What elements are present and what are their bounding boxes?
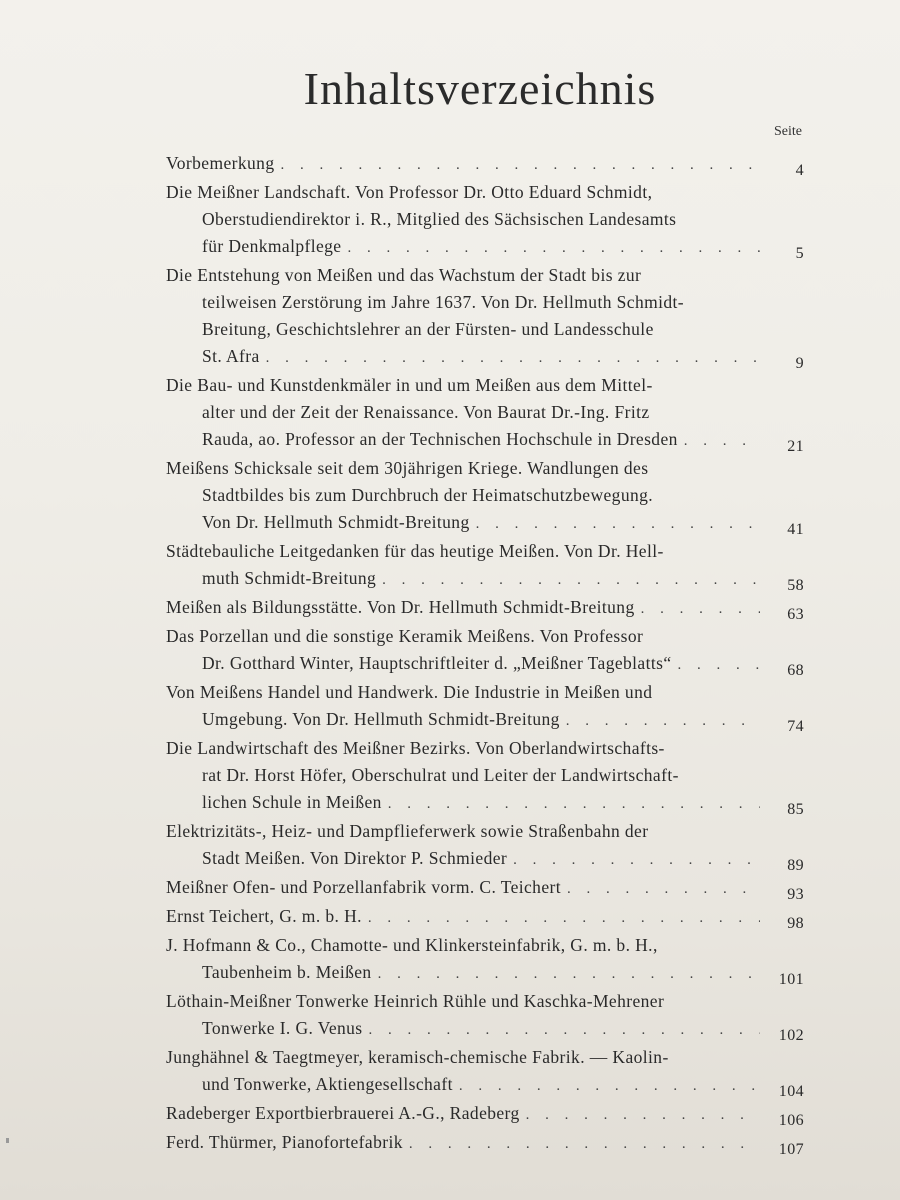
toc-entry-line: Löthain-Meißner Tonwerke Heinrich Rühle und Kaschka-Mehrener — [166, 991, 665, 1011]
toc-entry — [166, 874, 804, 903]
toc-entry-line: Tonwerke I. G. Venus — [202, 1018, 363, 1038]
dot-leader — [476, 511, 760, 538]
toc-page-number: 4 — [795, 162, 804, 179]
toc-entry — [166, 1129, 804, 1158]
toc-page-number: 98 — [787, 915, 804, 932]
toc-page-number: 85 — [787, 801, 804, 818]
page-speck — [6, 1138, 9, 1143]
dot-leader — [641, 596, 760, 623]
toc-entry-line: Dr. Gotthard Winter, Hauptschriftleiter d. „Meißner Tageblatts“ — [202, 653, 672, 673]
toc-entry-line: und Tonwerke, Aktiengesellschaft — [202, 1074, 453, 1094]
dot-leader — [684, 428, 760, 455]
toc-page-number: 41 — [787, 521, 804, 538]
toc-entry-line: Das Porzellan und die sonstige Keramik Meißens. Von Professor — [166, 626, 644, 646]
toc-page-number: 9 — [795, 355, 804, 372]
toc-entry-line: Meißens Schicksale seit dem 30jährigen Kriege. Wandlungen des — [166, 458, 649, 478]
dot-leader — [378, 961, 760, 988]
toc-entry-line: Meißner Ofen- und Porzellanfabrik vorm. C. Teichert — [166, 877, 561, 897]
dot-leader — [388, 791, 760, 818]
toc-entry-line: Junghähnel & Taegtmeyer, keramisch-chemische Fabrik. — Kaolin- — [166, 1047, 669, 1067]
toc-entry — [166, 988, 804, 1044]
toc-page-number: 89 — [787, 857, 804, 874]
toc-entry — [166, 594, 804, 623]
toc-page-number: 93 — [787, 886, 804, 903]
toc-entry-line: lichen Schule in Meißen — [202, 792, 382, 812]
toc-entry-line: Ernst Teichert, G. m. b. H. — [166, 906, 362, 926]
toc-page-number: 101 — [778, 971, 804, 988]
toc-entry — [166, 372, 804, 455]
toc-entry-line: Von Meißens Handel und Handwerk. Die Industrie in Meißen und — [166, 682, 653, 702]
toc-page-number: 68 — [787, 662, 804, 679]
toc-entry-line: Rauda, ao. Professor an der Technischen Hochschule in Dresden — [202, 429, 678, 449]
dot-leader — [513, 847, 760, 874]
toc-entry-line: Radeberger Exportbierbrauerei A.-G., Radeberg — [166, 1103, 520, 1123]
dot-leader — [566, 708, 760, 735]
toc-entry-line: teilweisen Zerstörung im Jahre 1637. Von Dr. Hellmuth Schmidt- — [202, 292, 685, 312]
toc-entry-line: Taubenheim b. Meißen — [202, 962, 372, 982]
toc-entry-line: für Denkmalpflege — [202, 236, 342, 256]
toc-entry-line: Stadtbildes bis zum Durchbruch der Heimatschutzbewegung. — [202, 485, 654, 505]
toc-entry-line: Umgebung. Von Dr. Hellmuth Schmidt-Breitung — [202, 709, 560, 729]
toc-entry — [166, 932, 804, 988]
page-title: Inhaltsverzeichnis — [303, 63, 657, 114]
toc-entry-line: rat Dr. Horst Höfer, Oberschulrat und Leiter der Landwirtschaft- — [202, 765, 679, 785]
toc-entry-line: Stadt Meißen. Von Direktor P. Schmieder — [202, 848, 508, 868]
toc-entry-line: Von Dr. Hellmuth Schmidt-Breitung — [202, 512, 470, 532]
toc-entry — [166, 538, 804, 594]
dot-leader — [678, 652, 761, 679]
toc-page-number: 106 — [778, 1112, 804, 1129]
toc-entry-line: Vorbemerkung — [166, 153, 275, 173]
toc-page-number: 102 — [778, 1027, 804, 1044]
toc-entry — [166, 455, 804, 538]
toc-entry-line: J. Hofmann & Co., Chamotte- und Klinkersteinfabrik, G. m. b. H., — [166, 935, 658, 955]
toc-page-number: 63 — [787, 606, 804, 623]
toc-entry — [166, 679, 804, 735]
toc-entry-line: Ferd. Thürmer, Pianofortefabrik — [166, 1132, 403, 1152]
dot-leader — [409, 1131, 760, 1158]
toc-entry — [166, 1100, 804, 1129]
toc-entry-line: Die Meißner Landschaft. Von Professor Dr. Otto Eduard Schmidt, — [166, 182, 653, 202]
toc-entry — [166, 262, 804, 372]
dot-leader — [368, 905, 760, 932]
dot-leader — [369, 1017, 760, 1044]
toc-entry-line: alter und der Zeit der Renaissance. Von Baurat Dr.-Ing. Fritz — [202, 402, 650, 422]
table-of-contents — [166, 150, 804, 1158]
toc-entry-line: Die Entstehung von Meißen und das Wachstum der Stadt bis zur — [166, 265, 642, 285]
toc-page-number: 104 — [778, 1083, 804, 1100]
toc-entry-line: Oberstudiendirektor i. R., Mitglied des Sächsischen Landesamts — [202, 209, 677, 229]
toc-entry-line: Breitung, Geschichtslehrer an der Fürsten- und Landesschule — [202, 319, 654, 339]
toc-entry-line: Städtebauliche Leitgedanken für das heutige Meißen. Von Dr. Hell- — [166, 541, 664, 561]
toc-page-number: 5 — [795, 245, 804, 262]
toc-entry — [166, 735, 804, 818]
page-column-label: Seite — [774, 124, 802, 139]
toc-entry — [166, 623, 804, 679]
toc-page-number: 74 — [787, 718, 804, 735]
toc-entry-line: Meißen als Bildungsstätte. Von Dr. Hellmuth Schmidt-Breitung — [166, 597, 635, 617]
dot-leader — [347, 235, 760, 262]
dot-leader — [526, 1102, 760, 1129]
toc-page-number: 107 — [778, 1141, 804, 1158]
toc-entry-line: Die Bau- und Kunstdenkmäler in und um Meißen aus dem Mittel- — [166, 375, 653, 395]
dot-leader — [382, 567, 760, 594]
toc-entry — [166, 150, 804, 179]
dot-leader — [459, 1073, 760, 1100]
toc-entry — [166, 818, 804, 874]
dot-leader — [567, 876, 760, 903]
toc-entry — [166, 1044, 804, 1100]
toc-page-number: 58 — [787, 577, 804, 594]
toc-entry — [166, 903, 804, 932]
toc-entry — [166, 179, 804, 262]
toc-entry-line: Elektrizitäts-, Heiz- und Dampflieferwerk sowie Straßenbahn der — [166, 821, 649, 841]
toc-entry-line: Die Landwirtschaft des Meißner Bezirks. Von Oberlandwirtschafts- — [166, 738, 665, 758]
toc-entry-line: St. Afra — [202, 346, 260, 366]
dot-leader — [266, 345, 760, 372]
toc-entry-line: muth Schmidt-Breitung — [202, 568, 377, 588]
dot-leader — [280, 152, 760, 179]
toc-page-number: 21 — [787, 438, 804, 455]
